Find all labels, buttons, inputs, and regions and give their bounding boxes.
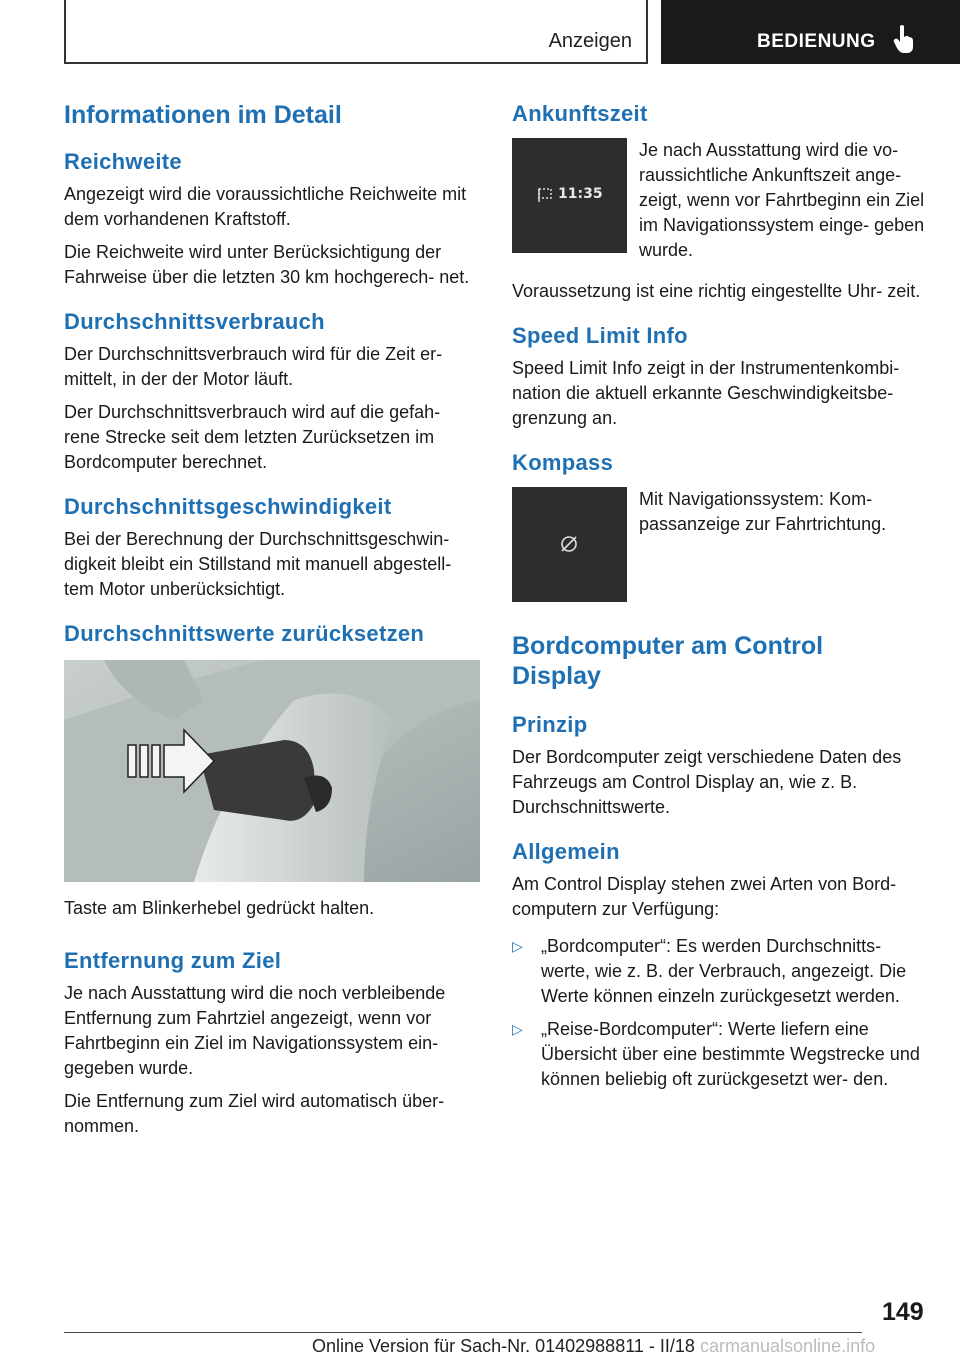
section-ankunftszeit xyxy=(512,100,930,304)
heading-kompass: Kompass xyxy=(512,450,614,475)
list-item-text: „Reise-Bordcomputer“: Werte liefern eine Übersicht über eine bestimmte Wegstrecke und können beliebig oft zurückgesetzt wer‐ den. xyxy=(541,1019,920,1089)
section-entfernung xyxy=(64,947,480,1139)
left-column xyxy=(64,100,480,1157)
footer-divider xyxy=(64,1332,862,1333)
heading-speed-limit: Speed Limit Info xyxy=(512,323,688,348)
header-section-tab xyxy=(64,0,648,64)
header-section-label: Anzeigen xyxy=(548,30,632,52)
heading-allgemein: Allgemein xyxy=(512,839,620,864)
turn-signal-lever-illustration xyxy=(64,660,480,882)
section-prinzip xyxy=(512,711,930,820)
pointing-hand-icon xyxy=(893,24,915,54)
section-allgemein xyxy=(512,838,930,1092)
bordcomputer-list xyxy=(512,934,930,1092)
heading-geschwindigkeit: Durchschnittsgeschwindigkeit xyxy=(64,494,392,519)
entfernung-p1: Je nach Ausstattung wird die noch verbleibende Entfernung zum Fahrtziel angezeigt, wenn vor Fahrtbeginn ein Ziel im Navigationssystem ein‐ gegeben wurde. xyxy=(64,983,446,1078)
section-verbrauch xyxy=(64,308,480,475)
heading-reichweite: Reichweite xyxy=(64,149,182,174)
allgemein-p1: Am Control Display stehen zwei Arten von Bord‐ computern zur Verfügung: xyxy=(512,874,897,919)
section-geschwindigkeit xyxy=(64,493,480,602)
list-item xyxy=(512,934,930,1009)
right-column xyxy=(512,100,930,1100)
entfernung-p2: Die Entfernung zum Ziel wird automatisch über‐ nommen. xyxy=(64,1091,445,1136)
ankunftszeit-p1: Voraussetzung ist eine richtig eingestellte Uhr‐ zeit. xyxy=(512,281,921,301)
section-zuruecksetzen xyxy=(64,620,480,921)
prinzip-p1: Der Bordcomputer zeigt verschiedene Daten des Fahrzeugs am Control Display an, wie z. B. Durchschnittswerte. xyxy=(512,747,902,817)
heading-ankunftszeit: Ankunftszeit xyxy=(512,101,648,126)
heading-zuruecksetzen: Durchschnittswerte zurücksetzen xyxy=(64,621,425,646)
kompass-fig-text: Mit Navigationssystem: Kom‐ passanzeige zur Fahrtrichtung. xyxy=(639,489,887,534)
header-chapter-tab xyxy=(661,0,960,64)
list-item xyxy=(512,1017,930,1092)
page-title: Informationen im Detail xyxy=(64,101,342,129)
page-number: 149 xyxy=(882,1298,924,1326)
bullet-triangle-icon: ▷ xyxy=(512,1021,523,1037)
kompass-figure-row xyxy=(512,487,930,605)
verbrauch-p1: Der Durchschnittsverbrauch wird für die Zeit er‐ mittelt, in der der Motor läuft. xyxy=(64,344,443,389)
heading-verbrauch: Durchschnittsverbrauch xyxy=(64,309,325,334)
reichweite-p2: Die Reichweite wird unter Berücksichtigung der Fahrweise über die letzten 30 km hochgerech‐ net. xyxy=(64,242,470,287)
footer-watermark: carmanualsonline.info xyxy=(700,1336,876,1356)
section-reichweite xyxy=(64,148,480,290)
heading-prinzip: Prinzip xyxy=(512,712,588,737)
ankunftszeit-fig-text: Je nach Ausstattung wird die vo‐ raussichtliche Ankunftszeit ange‐ zeigt, wenn vor Fahrtbeginn ein Ziel im Navigationssystem einge‐ geben wurde. xyxy=(639,140,925,260)
reichweite-p1: Angezeigt wird die voraussichtliche Reichweite mit dem vorhandenen Kraftstoff. xyxy=(64,184,467,229)
compass-display xyxy=(512,487,627,602)
ankunftszeit-figure-row xyxy=(512,138,930,263)
header-chapter-label: BEDIENUNG xyxy=(757,31,876,52)
zuruecksetzen-caption: Taste am Blinkerhebel gedrückt halten. xyxy=(64,898,375,918)
list-item-text: „Bordcomputer“: Es werden Durchschnitts‐ werte, wie z. B. der Verbrauch, angezeigt. Die Werte können einzeln zurückgesetzt werden. xyxy=(541,936,907,1006)
compass-icon xyxy=(559,534,579,554)
speed-limit-p1: Speed Limit Info zeigt in der Instrumentenkombi‐ nation die aktuell erkannte Geschwindigkeitsbe‐ grenzung an. xyxy=(512,358,900,428)
section-kompass xyxy=(512,449,930,605)
bordcomputer-title: Bordcomputer am Control Display xyxy=(512,632,824,690)
arrival-time-value: 11:35 xyxy=(558,186,603,202)
bullet-triangle-icon: ▷ xyxy=(512,938,523,954)
verbrauch-p2: Der Durchschnittsverbrauch wird auf die gefah‐ rene Strecke seit dem letzten Zurücksetzen im Bordcomputer berechnet. xyxy=(64,402,441,472)
section-speed-limit xyxy=(512,322,930,431)
arrival-time-display xyxy=(512,138,627,253)
geschwindigkeit-p1: Bei der Berechnung der Durchschnittsgeschwin‐ digkeit bleibt ein Stillstand mit manuell abgestell‐ tem Motor unberücksichtigt. xyxy=(64,529,452,599)
footer-online-version: Online Version für Sach-Nr. 01402988811 - II/18 xyxy=(312,1336,695,1356)
heading-entfernung: Entfernung zum Ziel xyxy=(64,948,282,973)
destination-flag-icon xyxy=(538,188,552,202)
